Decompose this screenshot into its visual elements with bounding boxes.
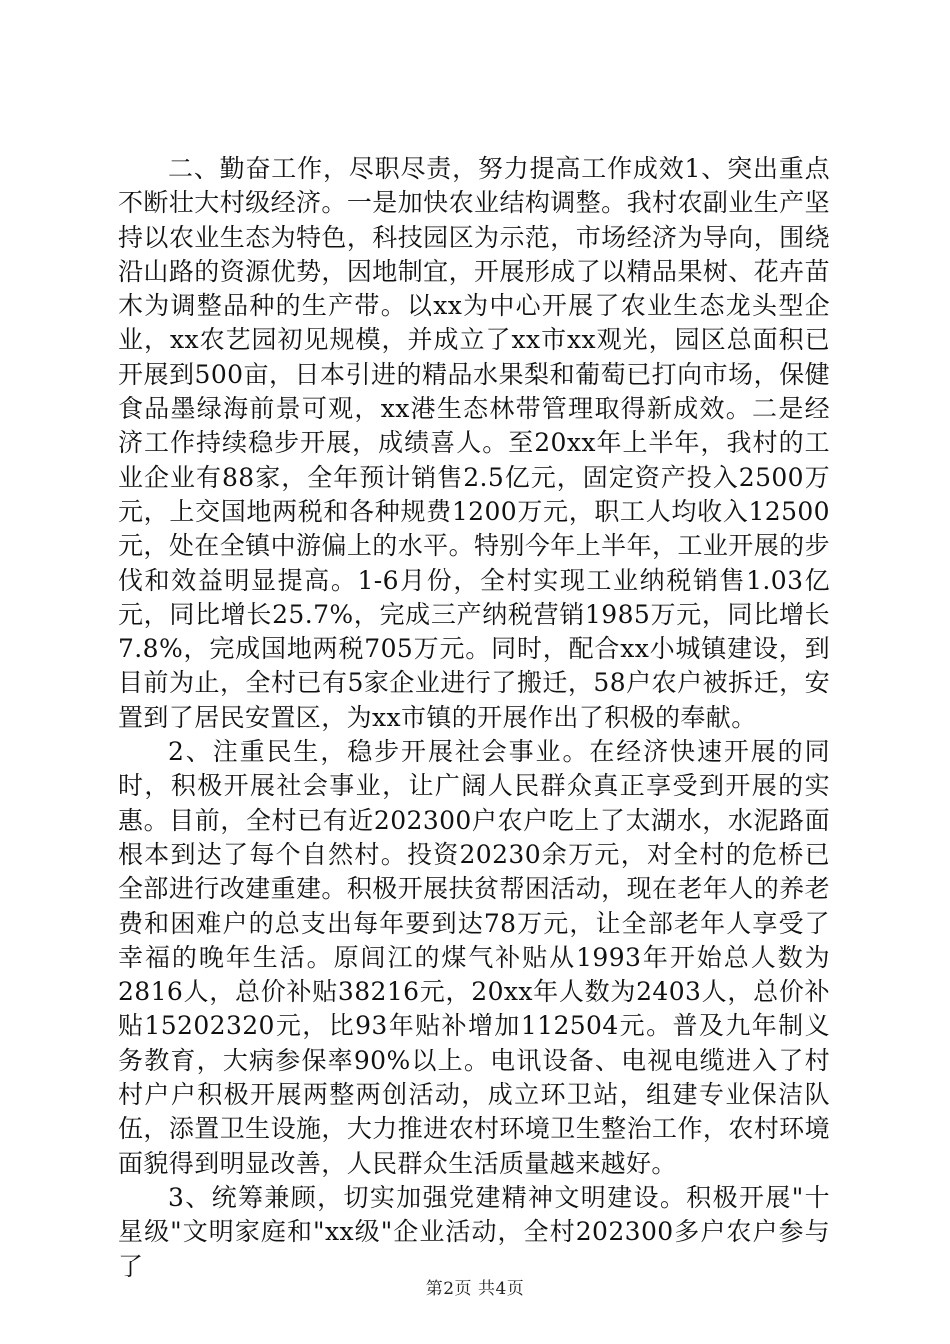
paragraph-diligent-work: 二、勤奋工作，尽职尽责，努力提高工作成效1、突出重点不断壮大村级经济。一是加快农业结构调整。我村农副业生产坚持以农业生态为特色，科技园区为示范，市场经济为导向，围绕沿山路的资源优势，因地制宜，开展形成了以精品果树、花卉苗木为调整品种的生产带。以xx为中心开展了农业生态龙头型企业，xx农艺园初见规模，并成立了xx市xx观光，园区总面积已开展到500亩，日本引进的精品水果梨和葡萄已打向市场，保健食品墨绿海前景可观，xx港生态林带管理取得新成效。二是经济工作持续稳步开展，成绩喜人。至20xx年上半年，我村的工业企业有88家，全年预计销售2.5亿元，固定资产投入2500万元，上交国地两税和各种规费1200万元，职工人均收入12500元，处在全镇中游偏上的水平。特别今年上半年，工业开展的步伐和效益明显提高。1-6月份，全村实现工业纳税销售1.03亿元，同比增长25.7%，完成三产纳税营销1985万元，同比增长7.8%，完成国地两税705万元。同时，配合xx小城镇建设，到目前为止，全村已有5家企业进行了搬迁，58户农户被拆迁，安置到了居民安置区，为xx市镇的开展作出了积极的奉献。 [118,154,830,732]
document-body [118,152,830,1284]
paragraph-livelihood: 2、注重民生，稳步开展社会事业。在经济快速开展的同时，积极开展社会事业，让广阔人民群众真正享受到开展的实惠。目前，全村已有近202300户农户吃上了太湖水，水泥路面根本到达了每个自然村。投资20230余万元，对全村的危桥已全部进行改建重建。积极开展扶贫帮困活动，现在老年人的养老费和困难户的总支出每年要到达78万元，让全部老年人享受了幸福的晚年生活。原闾江的煤气补贴从1993年开始总人数为2816人，总价补贴38216元，20xx年人数为2403人，总价补贴15202320元，比93年贴补增加112504元。普及九年制义务教育，大病参保率90%以上。电讯设备、电视电缆进入了村村户户积极开展两整两创活动，成立环卫站，组建专业保洁队伍，添置卫生设施，大力推进农村环境卫生整治工作，农村环境面貌得到明显改善，人民群众生活质量越来越好。 [118,737,830,1178]
page-number-footer: 第2页 共4页 [425,1279,525,1299]
paragraph-party-building: 3、统筹兼顾，切实加强党建精神文明建设。积极开展"十星级"文明家庭和"xx级"企业活动，全村202300多户农户参与了 [118,1182,830,1281]
